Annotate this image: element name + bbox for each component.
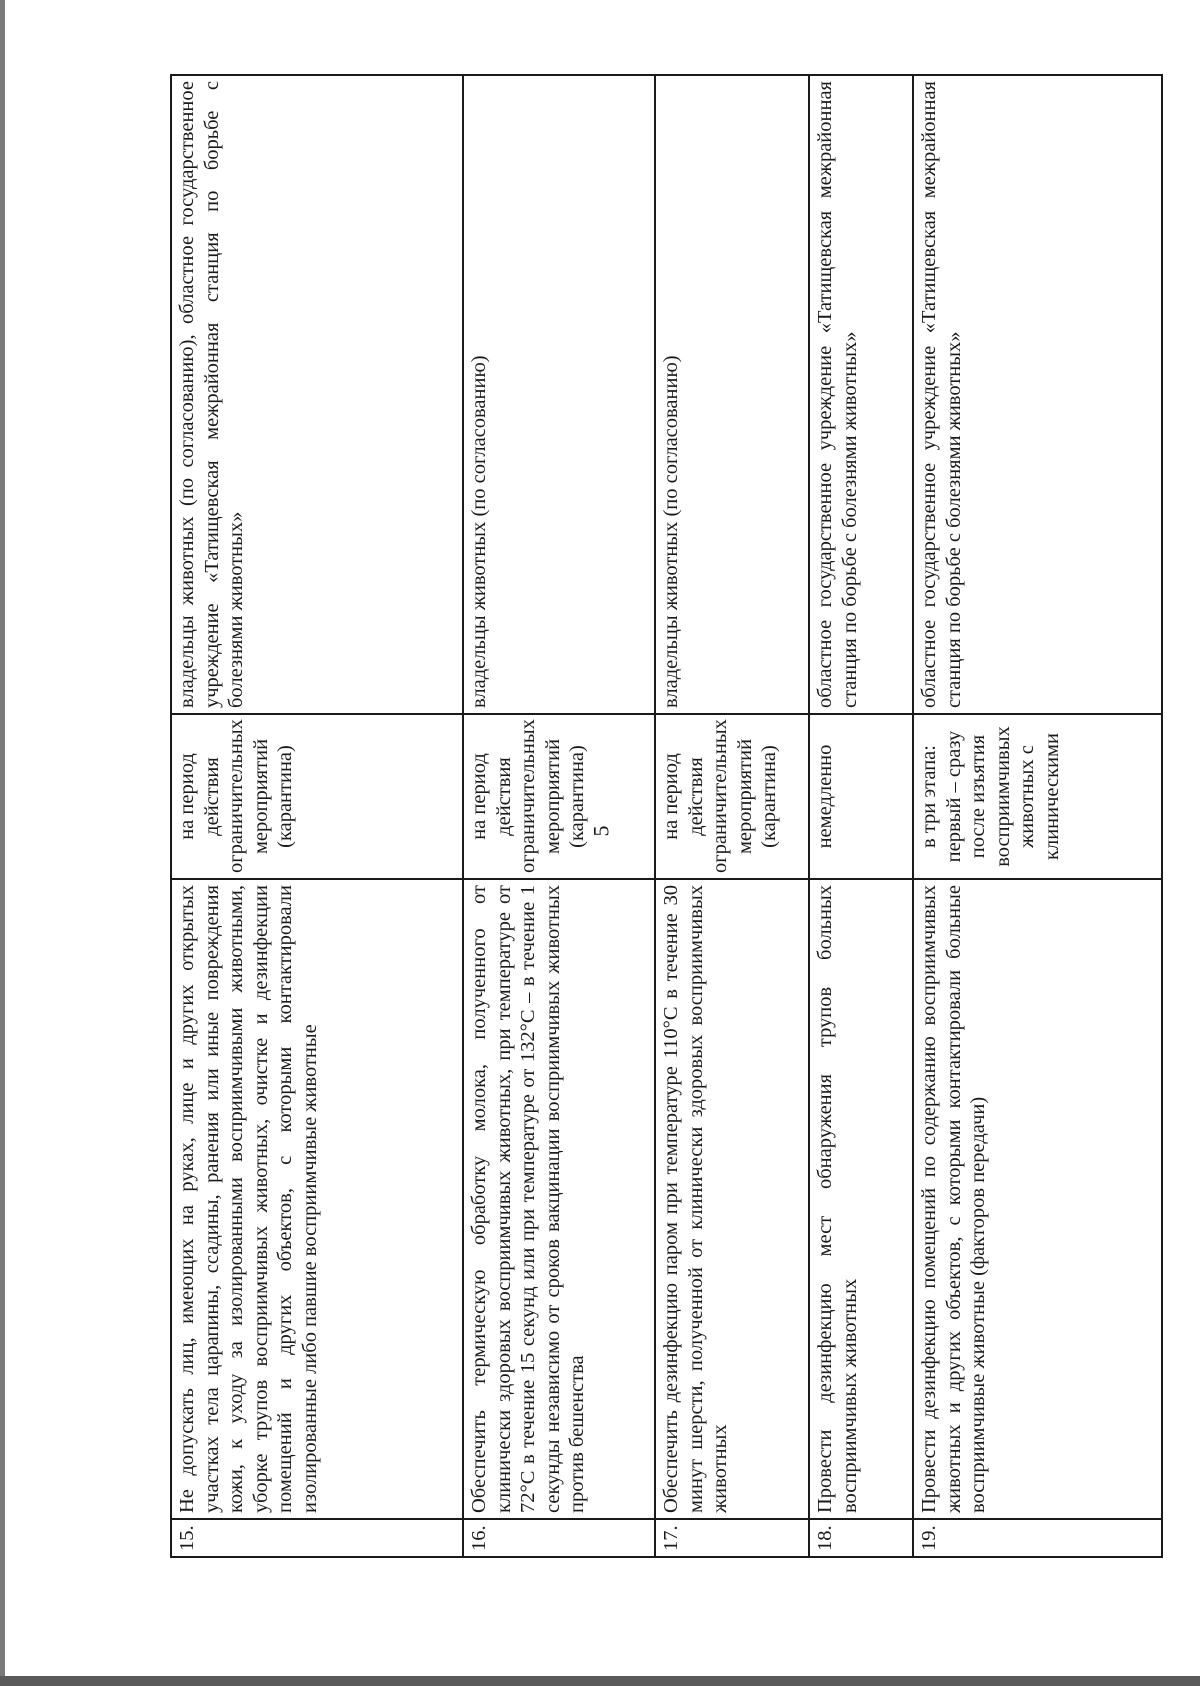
- responsible-cell: областное государственное учреждение «Татищевская межрайонная станция по борьбе с болезнями животных»: [913, 75, 1162, 714]
- table-row: [463, 75, 655, 1557]
- responsible-cell: владельцы животных (по согласованию): [655, 75, 809, 714]
- term-cell: на период действия ограничительных мероприятий (карантина): [171, 714, 463, 879]
- responsible-cell: областное государственное учреждение «Татищевская межрайонная станция по борьбе с болезнями животных»: [809, 75, 913, 714]
- term-cell: на период действия ограничительных мероприятий (карантина): [655, 714, 809, 879]
- table-row: [655, 75, 809, 1557]
- term-cell: немедленно: [809, 714, 913, 879]
- row-number: 18.: [809, 1519, 913, 1557]
- table-row: [809, 75, 913, 1557]
- row-number: 19.: [913, 1519, 1162, 1557]
- row-number: 15.: [171, 1519, 463, 1557]
- table-row: [913, 75, 1162, 1557]
- scan-edge-bottom: [0, 1676, 1200, 1686]
- row-number: 16.: [463, 1519, 655, 1557]
- measures-table: [170, 74, 1163, 1558]
- rotated-table-wrapper: [170, 76, 1161, 1558]
- action-cell: Обеспечить термическую обработку молока, полученного от клинически здоровых восприимчивых животных, при температуре от 72°С в течение 15 секунд или при температуре от 132°С – в течение 1 секунды независимо от сроков вакцинации восприимчивых животных против бешенства: [463, 879, 655, 1519]
- row-number: 17.: [655, 1519, 809, 1557]
- table-row: [171, 75, 463, 1557]
- action-cell: Провести дезинфекцию мест обнаружения трупов больных восприимчивых животных: [809, 879, 913, 1519]
- term-cell: на период действия ограничительных мероприятий (карантина): [463, 714, 655, 879]
- action-cell: Не допускать лиц, имеющих на руках, лице и других открытых участках тела царапины, ссадины, ранения или иные повреждения кожи, к уходу за изолированными восприимчивыми животными, уборке трупов восприимчивых животных, очистке и дезинфекции помещений и других объектов, с которыми контактировали изолированные либо павшие восприимчивые животные: [171, 879, 463, 1519]
- term-cell: в три этапа: первый – сразу после изъятия восприимчивых животных с клиническими: [913, 714, 1162, 879]
- page-number: 5: [588, 825, 614, 837]
- action-cell: Обеспечить дезинфекцию паром при температуре 110°С в течение 30 минут шерсти, полученной от клинически здоровых восприимчивых животных: [655, 879, 809, 1519]
- responsible-cell: владельцы животных (по согласованию): [463, 75, 655, 714]
- responsible-cell: владельцы животных (по согласованию), областное государственное учреждение «Татищевская межрайонная станция по борьбе с болезнями животных»: [171, 75, 463, 714]
- action-cell: Провести дезинфекцию помещений по содержанию восприимчивых животных и других объектов, с которыми контактировали больные восприимчивые животные (факторов передачи): [913, 879, 1162, 1519]
- scan-edge-left: [0, 0, 5, 1686]
